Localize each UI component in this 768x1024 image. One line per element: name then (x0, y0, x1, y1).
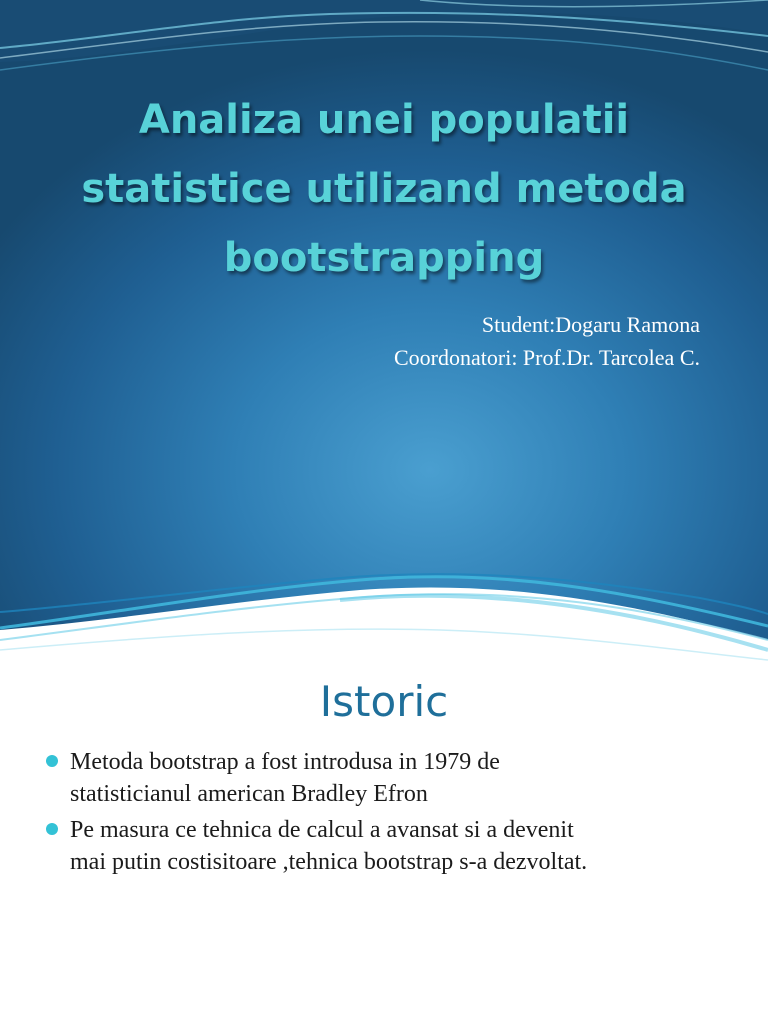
bullet-dot-icon (46, 755, 58, 767)
slide-heading: Istoric (319, 677, 449, 726)
bullet-line: Pe masura ce tehnica de calcul a avansat si a devenit (70, 817, 574, 843)
slide-subtitle (394, 308, 700, 374)
bullet-item (44, 746, 734, 810)
bullet-text (70, 746, 734, 810)
slide-title-line: statistice utilizand metoda (81, 166, 687, 212)
bullet-dot-icon (46, 823, 58, 835)
slide-title-line: Analiza unei populatii (138, 97, 630, 143)
coordinators: Coordonatori: Prof.Dr. Tarcolea C. (394, 345, 700, 370)
bullet-line: Metoda bootstrap a fost introdusa in 1979 de (70, 749, 500, 775)
slide-title (30, 86, 738, 293)
bullet-line: mai putin costisitoare ,tehnica bootstrap s-a dezvoltat. (70, 849, 588, 875)
slide-title-line: bootstrapping (223, 235, 545, 281)
bullet-line: statisticianul american Bradley Efron (70, 781, 428, 807)
bullet-item (44, 814, 734, 878)
bullet-list (44, 746, 734, 882)
history-slide (0, 662, 768, 1024)
student-name: Student:Dogaru Ramona (481, 312, 700, 337)
bullet-text (70, 814, 734, 878)
